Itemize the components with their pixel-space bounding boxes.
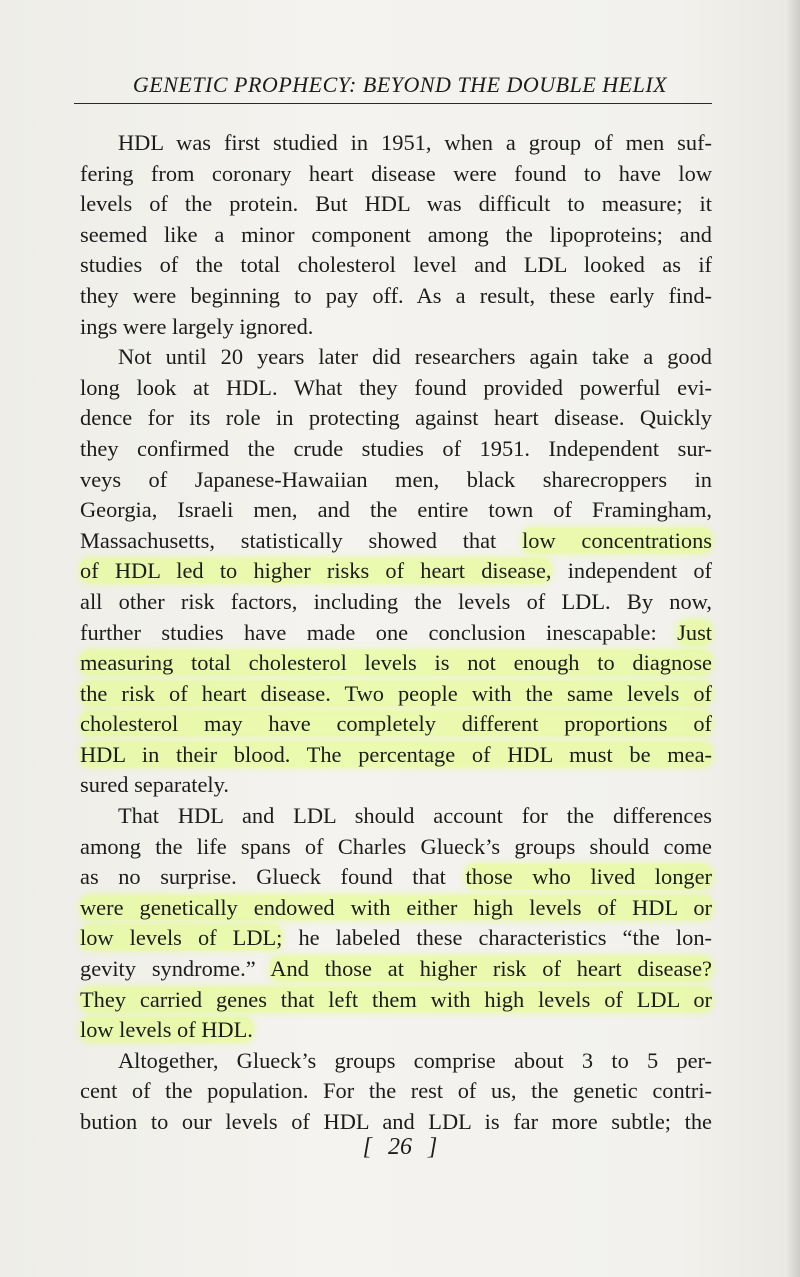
text-line (80, 862, 712, 893)
text-line (80, 434, 712, 465)
text-line (80, 648, 712, 679)
text-segment: fering from coronary heart disease were found to have low (80, 160, 712, 186)
text-line (80, 281, 712, 312)
text-segment: Altogether, Glueck’s groups comprise about 3 to 5 per- (118, 1047, 712, 1073)
running-head: GENETIC PROPHECY: BEYOND THE DOUBLE HELIX (132, 72, 668, 97)
highlighted-text: those who lived longer (465, 864, 712, 890)
text-segment: HDL was first studied in 1951, when a group of men suf- (118, 130, 712, 155)
text-segment: as no surprise. Glueck found that (80, 864, 466, 890)
text-segment: bution to our levels of HDL and LDL is far more subtle; the (80, 1109, 712, 1134)
body-text (80, 128, 712, 1138)
text-segment: studies of the total cholesterol level and LDL looked as if (80, 252, 712, 278)
text-line (80, 954, 712, 985)
text-segment: levels of the protein. But HDL was difficult to measure; it (80, 191, 712, 217)
text-segment: ings were largely ignored. (80, 313, 314, 339)
text-segment: cent of the population. For the rest of us, the genetic contri- (80, 1078, 712, 1104)
text-line (80, 832, 712, 863)
text-segment: they were beginning to pay off. As a result, these early find- (80, 282, 712, 308)
text-segment: sured separately. (80, 772, 229, 798)
highlighted-text: Just (677, 619, 712, 645)
text-segment: veys of Japanese-Hawaiian men, black sharecroppers in (80, 466, 712, 492)
highlighted-text: the risk of heart disease. Two people with the same levels of (80, 680, 712, 706)
text-segment: That HDL and LDL should account for the differences (118, 803, 712, 829)
text-line (80, 403, 712, 434)
highlighted-text: cholesterol may have completely different proportions of (80, 711, 712, 737)
text-line (80, 985, 712, 1016)
text-segment: Massachusetts, statistically showed that (80, 527, 523, 553)
text-line (80, 128, 712, 159)
text-segment: they confirmed the crude studies of 1951. Independent sur- (80, 435, 712, 461)
text-line (80, 1046, 712, 1077)
text-segment: further studies have made one conclusion inescapable: (80, 619, 678, 645)
text-line (80, 159, 712, 190)
text-line (80, 709, 712, 740)
highlighted-text: low levels of LDL; (80, 925, 283, 951)
text-line (80, 1107, 712, 1138)
text-line (80, 618, 712, 649)
text-line (80, 923, 712, 954)
text-segment: Not until 20 years later did researchers again take a good (118, 344, 712, 370)
text-segment: long look at HDL. What they found provided powerful evi- (80, 374, 712, 400)
header-rule (74, 103, 712, 104)
text-segment: independent of (551, 558, 712, 584)
text-line (80, 373, 712, 404)
text-line (80, 342, 712, 373)
highlighted-text: HDL in their blood. The percentage of HDL must be mea- (80, 741, 712, 767)
highlighted-text: of HDL led to higher risks of heart disease, (80, 558, 552, 584)
text-segment: he labeled these characteristics “the lon- (282, 925, 712, 951)
text-segment: gevity syndrome.” (80, 956, 271, 982)
text-line (80, 312, 712, 343)
text-segment: seemed like a minor component among the lipoproteins; and (80, 221, 712, 247)
text-line (80, 189, 712, 220)
text-line (80, 526, 712, 557)
text-line (80, 679, 712, 710)
highlighted-text: They carried genes that left them with high levels of LDL or (80, 986, 712, 1012)
highlighted-text: measuring total cholesterol levels is not enough to diagnose (80, 650, 712, 676)
text-line (80, 587, 712, 618)
text-segment: Georgia, Israeli men, and the entire town of Framingham, (80, 497, 712, 523)
text-line (80, 1076, 712, 1107)
text-segment: all other risk factors, including the levels of LDL. By now, (80, 588, 712, 614)
text-line (80, 740, 712, 771)
text-line (80, 556, 712, 587)
highlighted-text: low concentrations (522, 527, 712, 553)
highlighted-text: And those at higher risk of heart disease? (270, 956, 712, 982)
highlighted-text: low levels of HDL. (80, 1017, 253, 1043)
text-line (80, 770, 712, 801)
text-line (80, 801, 712, 832)
text-line (80, 893, 712, 924)
text-line (80, 250, 712, 281)
page-number: [ 26 ] (362, 1134, 438, 1160)
text-line (80, 465, 712, 496)
text-segment: dence for its role in protecting against heart disease. Quickly (80, 405, 712, 431)
text-line (80, 220, 712, 251)
highlighted-text: were genetically endowed with either high levels of HDL or (80, 894, 712, 920)
text-line (80, 1015, 712, 1046)
page-edge-shadow (786, 0, 800, 1277)
text-segment: among the life spans of Charles Glueck’s groups should come (80, 833, 712, 859)
text-line (80, 495, 712, 526)
